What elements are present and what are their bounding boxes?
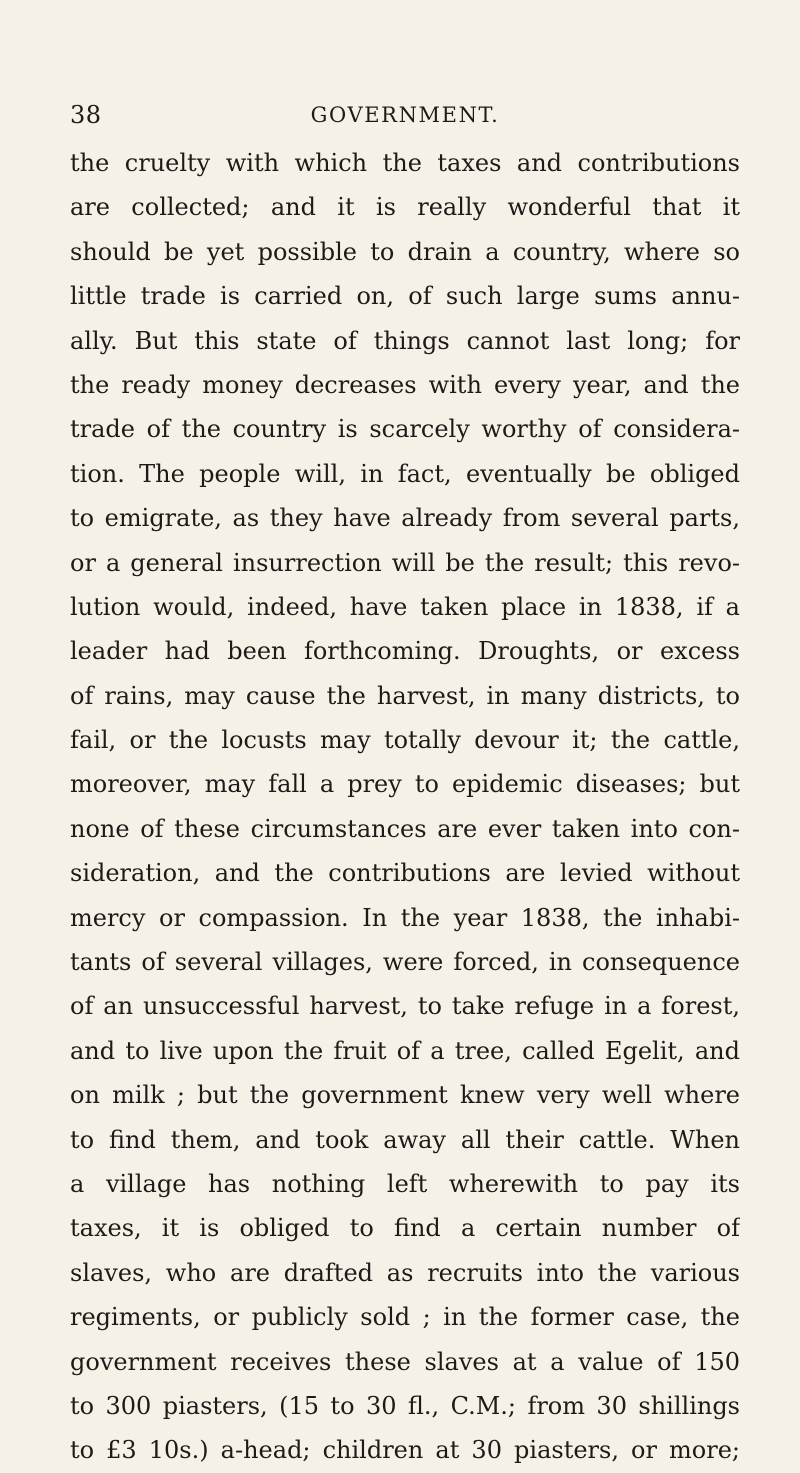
running-title: GOVERNMENT. <box>310 103 500 127</box>
text-line: to emigrate, as they have already from several parts, <box>70 504 740 533</box>
text-line: of an unsuccessful harvest, to take refuge in a forest, <box>70 992 740 1021</box>
text-line: tion. The people will, in fact, eventually be obliged <box>70 459 740 488</box>
text-line: none of these circumstances are ever taken into con- <box>70 814 740 843</box>
text-line: on milk ; but the government knew very well where <box>70 1081 740 1110</box>
text-line: to 300 piasters, (15 to 30 fl., C.M.; from 30 shillings <box>70 1391 740 1420</box>
text-line: should be yet possible to drain a country, where so <box>70 237 740 266</box>
text-line: of rains, may cause the harvest, in many districts, to <box>70 681 740 710</box>
text-line: are collected; and it is really wonderful that it <box>70 193 740 222</box>
text-line: regiments, or publicly sold ; in the former case, the <box>70 1303 740 1332</box>
text-line: trade of the country is scarcely worthy of considera- <box>70 415 740 444</box>
text-line: taxes, it is obliged to find a certain number of <box>70 1214 740 1243</box>
text-line: the ready money decreases with every year, and the <box>70 370 740 399</box>
page-number: 38 <box>70 101 102 129</box>
text-line: tants of several villages, were forced, in consequence <box>70 948 740 977</box>
text-line: to find them, and took away all their cattle. When <box>70 1125 740 1154</box>
text-line: a village has nothing left wherewith to pay its <box>70 1169 740 1198</box>
text-line: or a general insurrection will be the result; this revo- <box>70 548 740 577</box>
text-line: to £3 10s.) a-head; children at 30 piasters, or more; <box>70 1436 740 1465</box>
text-line: fail, or the locusts may totally devour it; the cattle, <box>70 726 740 755</box>
text-line: mercy or compassion. In the year 1838, the inhabi- <box>70 903 740 932</box>
text-line: ally. But this state of things cannot last long; for <box>70 326 740 355</box>
text-line: the cruelty with which the taxes and contributions <box>70 149 740 177</box>
text-line: government receives these slaves at a value of 150 <box>70 1347 740 1376</box>
text-line: sideration, and the contributions are levied without <box>70 859 740 888</box>
text-line: lution would, indeed, have taken place in 1838, if a <box>70 592 740 621</box>
text-line: leader had been forthcoming. Droughts, or excess <box>70 637 740 666</box>
text-line: moreover, may fall a prey to epidemic diseases; but <box>70 770 740 799</box>
running-head <box>70 97 740 133</box>
text-line: little trade is carried on, of such large sums annu- <box>70 282 740 311</box>
text-line: slaves, who are drafted as recruits into the various <box>70 1258 740 1287</box>
text-line: and to live upon the fruit of a tree, called Egelit, and <box>70 1036 740 1065</box>
body-text <box>70 141 740 1473</box>
